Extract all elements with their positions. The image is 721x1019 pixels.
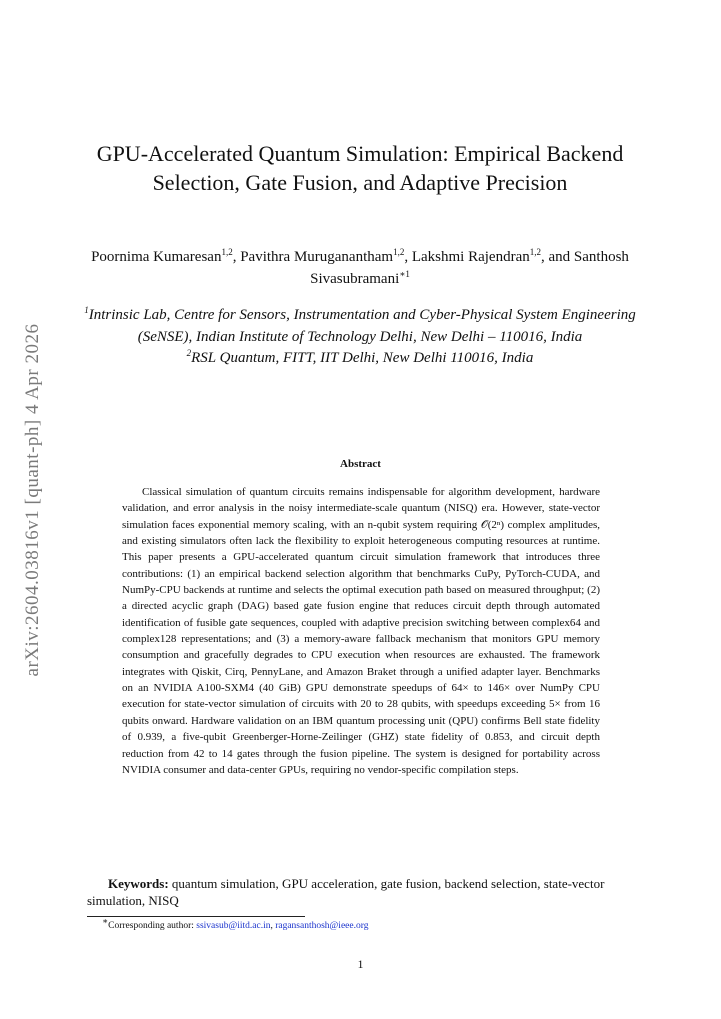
email-link[interactable]: ssivasub@iitd.ac.in <box>196 921 271 932</box>
author: Poornima Kumaresan$^{1,2}$ <box>91 247 233 265</box>
footnote: ∗Corresponding author: ssivasub@iitd.ac.in, ragansanthosh@ieee.org <box>102 916 369 932</box>
abstract-text: Classical simulation of quantum circuits remains indispensable for algorithm development, hardware validation, and error analysis in the noisy intermediate-scale quantum (NISQ) era. However, state-vector simulation faces exponential memory scaling, with an n-qubit system requiring 𝒪(2ⁿ) complex amplitudes, and existing simulators often lack the flexibility to exploit heterogeneous computing resources at runtime. This paper presents a GPU-accelerated quantum circuit simulation framework that introduces three contributions: (1) an empirical backend selection algorithm that benchmarks CuPy, PyTorch-CUDA, and NumPy-CPU backends at runtime and selects the optimal execution path based on measured throughput; (2) a directed acyclic graph (DAG) based gate fusion engine that reduces circuit depth through automated identification of fusible gate sequences, coupled with adaptive precision switching between complex64 and complex128 representations; and (3) a memory-aware fallback mechanism that monitors GPU memory consumption and gracefully degrades to CPU execution when resources are exhausted. The framework integrates with Qiskit, Cirq, PennyLane, and Amazon Braket through a unified adapter layer. Benchmarks on an NVIDIA A100-SXM4 (40 GiB) GPU demonstrate speedups of 64× to 146× over NumPy CPU execution for state-vector simulation of circuits with 20 to 28 qubits, with speedups exceeding 5× from 16 qubits onward. Hardware validation on an IBM quantum processing unit (QPU) confirms Bell state fidelity of 0.939, a five-qubit Greenberger-Horne-Zeilinger (GHZ) state fidelity of 0.853, and circuit depth reduction from 42 to 14 gates through the fusion pipeline. The system is designed for portability across NVIDIA consumer and data-center GPUs, requiring no vendor-specific compilation steps. <box>122 486 600 776</box>
author: Santhosh Sivasubramani$^{∗1}$ <box>310 249 629 287</box>
author-list: Poornima Kumaresan$^{1,2}$, Pavithra Muruganantham$^{1,2}$, Lakshmi Rajendran$^{1,2}$, and Santhosh Sivasubramani$^{∗1}$ <box>91 247 629 287</box>
keywords-text: quantum simulation, GPU acceleration, gate fusion, backend selection, state-vector simulation, NISQ <box>87 876 605 908</box>
abstract-body <box>122 484 600 778</box>
affiliation: $^2$RSL Quantum, FITT, IIT Delhi, New Delhi 110016, India <box>186 348 534 366</box>
arxiv-identifier: arXiv:2604.03816v1 [quant-ph] 4 Apr 2026 <box>22 323 43 677</box>
footnote-rule <box>87 916 305 917</box>
keywords <box>87 875 635 909</box>
email-link[interactable]: ragansanthosh@ieee.org <box>275 921 369 932</box>
page-number: 1 <box>357 957 364 971</box>
arxiv-sidebar <box>18 290 48 710</box>
keywords-label: Keywords: <box>108 876 169 891</box>
author: Pavithra Muruganantham$^{1,2}$ <box>240 247 405 265</box>
abstract-heading: Abstract <box>340 458 381 470</box>
author: Lakshmi Rajendran$^{1,2}$ <box>411 247 541 265</box>
paper-title: GPU-Accelerated Quantum Simulation: Empirical Backend Selection, Gate Fusion, and Adaptive Precision <box>96 141 624 195</box>
affiliation: $^1$Intrinsic Lab, Centre for Sensors, Instrumentation and Cyber-Physical System Engineering (SeNSE), Indian Institute of Technology Delhi, New Delhi – 110016, India <box>84 305 636 345</box>
affiliations <box>82 305 638 370</box>
